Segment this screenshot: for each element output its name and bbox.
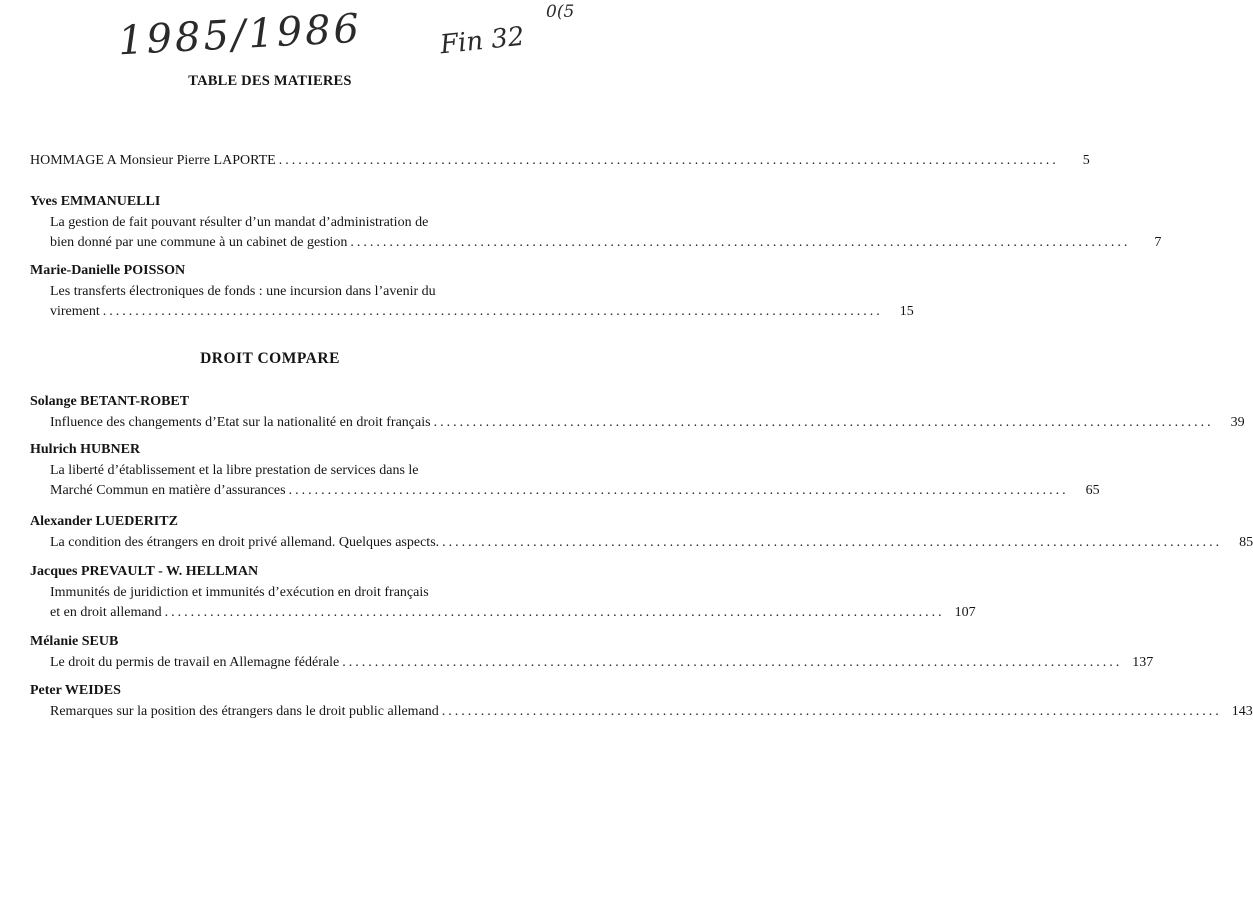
dot-leader: ........................................................................................................................ — [442, 535, 1223, 550]
entry-text-line: Influence des changements d’Etat sur la nationalité en droit français — [50, 415, 431, 430]
handwritten-corner-note: 0(5 — [546, 2, 575, 22]
entry-text-line: Immunités de juridiction et immunités d’exécution en droit français — [50, 585, 429, 600]
handwritten-reference-note: Fin 32 — [438, 21, 526, 61]
page-number: 5 — [1082, 153, 1090, 168]
entry-text-line: virement — [50, 304, 100, 319]
author-name: Marie-Danielle POISSON — [30, 263, 186, 278]
toc-entry-article — [30, 682, 1253, 722]
author-name: Peter WEIDES — [30, 683, 121, 698]
entry-text-line: bien donné par une commune à un cabinet de gestion — [50, 235, 348, 250]
page-number: 143 — [1231, 704, 1253, 719]
entry-text-line: La liberté d’établissement et la libre prestation de services dans le — [50, 463, 419, 478]
toc-entry-line — [30, 413, 1245, 433]
page-number: 15 — [899, 304, 914, 319]
page-number: 85 — [1239, 535, 1253, 550]
toc-entry-article — [30, 563, 976, 623]
author-name: Hulrich HUBNER — [30, 442, 141, 457]
toc-entry-article — [30, 441, 1100, 501]
section-heading: DROIT COMPARE — [200, 350, 340, 367]
dot-leader: ........................................................................................................................ — [278, 153, 1059, 168]
toc-entry-line — [30, 653, 1154, 673]
dot-leader: ........................................................................................................................ — [342, 655, 1123, 670]
entry-text-line: La condition des étrangers en droit privé allemand. Quelques aspects. — [50, 535, 440, 550]
toc-entry-line — [30, 302, 914, 322]
entry-text-line: Les transferts électroniques de fonds : une incursion dans l’avenir du — [50, 284, 436, 299]
toc-entry-line — [30, 481, 1100, 501]
page-number: 39 — [1230, 415, 1245, 430]
author-name: Jacques PREVAULT - W. HELLMAN — [30, 564, 259, 579]
dot-leader: ........................................................................................................................ — [164, 605, 945, 620]
author-name: Mélanie SEUB — [30, 634, 119, 649]
toc-entry-line — [30, 151, 1090, 171]
toc-entry-hommage — [30, 151, 1090, 171]
dot-leader: ........................................................................................................................ — [441, 704, 1222, 719]
dot-leader: ........................................................................................................................ — [350, 235, 1131, 250]
entry-text-line: Le droit du permis de travail en Allemagne fédérale — [50, 655, 340, 670]
toc-entry-article — [30, 513, 1253, 553]
toc-entry-line — [30, 603, 976, 623]
entry-text-line: Marché Commun en matière d’assurances — [50, 483, 286, 498]
page-number: 107 — [954, 605, 976, 620]
handwritten-years-note: 1985/1986 — [116, 5, 364, 65]
toc-entry-article — [30, 262, 914, 322]
dot-leader: ........................................................................................................................ — [102, 304, 883, 319]
dot-leader: ........................................................................................................................ — [433, 415, 1214, 430]
entry-text-line: Remarques sur la position des étrangers dans le droit public allemand — [50, 704, 439, 719]
page-number: 65 — [1085, 483, 1100, 498]
author-name: Solange BETANT-ROBET — [30, 394, 190, 409]
toc-entry-article — [30, 633, 1154, 673]
toc-entry-article — [30, 393, 1245, 433]
toc-entry-article — [30, 193, 1162, 253]
toc-entry-title: HOMMAGE A Monsieur Pierre LAPORTE — [30, 153, 276, 168]
toc-entry-line — [30, 533, 1253, 553]
toc-entry-line — [30, 702, 1253, 722]
toc-entry-line — [30, 233, 1162, 253]
dot-leader: ........................................................................................................................ — [288, 483, 1069, 498]
page-number: 7 — [1154, 235, 1162, 250]
page-number: 137 — [1132, 655, 1154, 670]
entry-text-line: La gestion de fait pouvant résulter d’un mandat d’administration de — [50, 215, 429, 230]
author-name: Alexander LUEDERITZ — [30, 514, 178, 529]
author-name: Yves EMMANUELLI — [30, 194, 161, 209]
entry-text-line: et en droit allemand — [50, 605, 162, 620]
page-title: TABLE DES MATIERES — [188, 73, 352, 89]
